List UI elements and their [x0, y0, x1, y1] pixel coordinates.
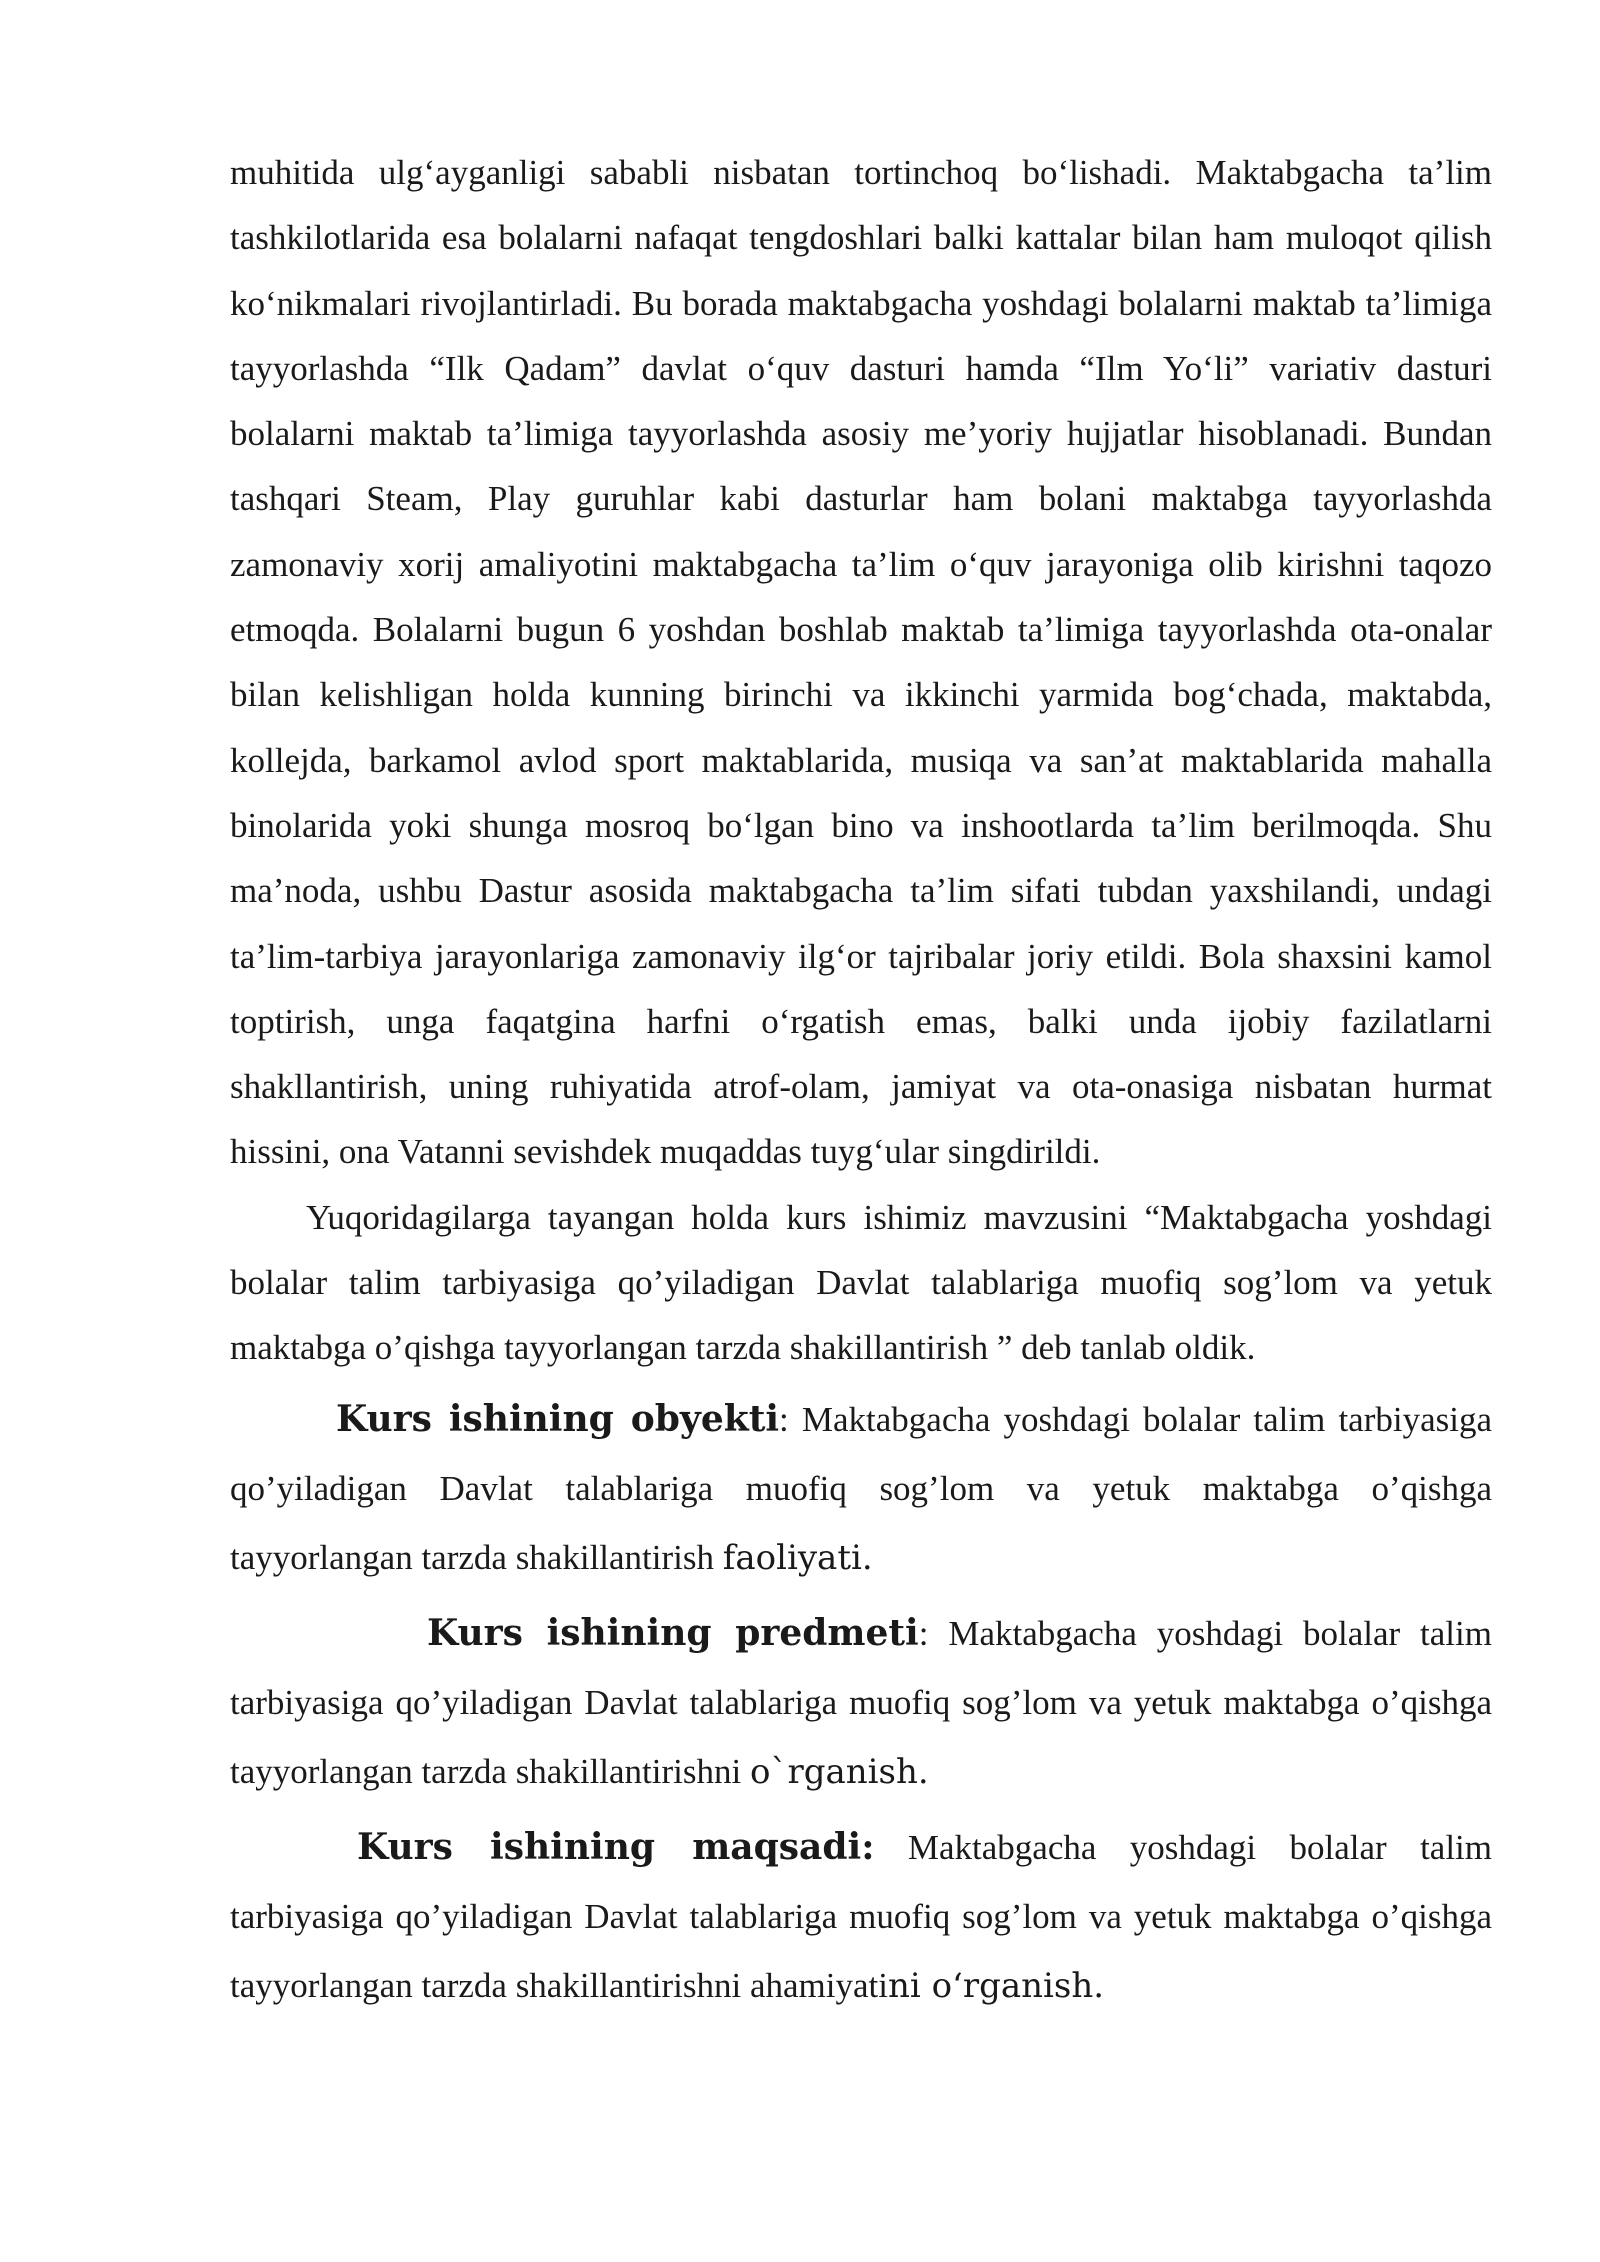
course-goal-term: Kurs ishining maqsadi: [357, 1825, 875, 1868]
course-subject-separator: : [918, 1613, 949, 1653]
course-subject-paragraph [230, 1599, 1492, 1807]
course-object-paragraph [230, 1385, 1492, 1593]
course-subject-term: Kurs ishining predmeti [427, 1611, 919, 1654]
course-object-separator: : [779, 1399, 802, 1439]
course-subject-text: Maktabgacha yoshdagi bolalar talim tarbiyasiga qo’yiladigan Davlat talablariga muofiq sog’lom va yetuk maktabga o’qishga tayyorlangan tarzda shakillantirishni [230, 1613, 1492, 1791]
course-object-tail: faoliyati. [722, 1537, 873, 1578]
course-object-text: Maktabgacha yoshdagi bolalar talim tarbiyasiga qo’yiladigan Davlat talablariga muofiq sog’lom va yetuk maktabga o’qishga tayyorlangan tarzda shakillantirish [230, 1399, 1492, 1577]
course-subject-tail: o`rganish. [749, 1751, 929, 1792]
document-page [230, 140, 1492, 2021]
course-goal-separator [875, 1828, 908, 1867]
course-goal-tail: ni o‘rganish. [887, 1965, 1105, 2006]
course-goal-text: Maktabgacha yoshdagi bolalar talim tarbiyasiga qo’yiladigan Davlat talablariga muofiq sog’lom va yetuk maktabga o’qishga tayyorlangan tarzda shakillantirishni ahamiyati [230, 1827, 1492, 2005]
topic-paragraph: Yuqoridagilarga tayangan holda kurs ishimiz mavzusini “Maktabgacha yoshdagi bolalar talim tarbiyasiga qo’yiladigan Davlat talablariga muofiq sog’lom va yetuk maktabga o’qishga tayyorlangan tarzda shakillantirish ” deb tanlab oldik. [230, 1197, 1492, 1368]
body-paragraph: muhitida ulg‘ayganligi sababli nisbatan tortinchoq bo‘lishadi. Maktabgacha ta’lim tashkilotlarida esa bolalarni nafaqat tengdoshlari balki kattalar bilan ham muloqot qilish ko‘nikmalari rivojlantirladi. Bu borada maktabgacha yoshdagi bolalarni maktab ta’limiga tayyorlashda “Ilk Qadam” davlat o‘quv dasturi hamda “Ilm Yo‘li” variativ dasturi bolalarni maktab ta’limiga tayyorlashda asosiy me’yoriy hujjatlar hisoblanadi. Bundan tashqari Steam, Play guruhlar kabi dasturlar ham bolani maktabga tayyorlashda zamonaviy xorij amaliyotini maktabgacha ta’lim o‘quv jarayoniga olib kirishni taqozo etmoqda. Bolalarni bugun 6 yoshdan boshlab maktab ta’limiga tayyorlashda ota-onalar bilan kelishligan holda kunning birinchi va ikkinchi yarmida bog‘chada, maktabda, kollejda, barkamol avlod sport maktablarida, musiqa va san’at maktablarida mahalla binolarida yoki shunga mosroq bo‘lgan bino va inshootlarda ta’lim berilmoqda. Shu ma’noda, ushbu Dastur asosida maktabgacha ta’lim sifati tubdan yaxshilandi, undagi ta’lim-tarbiya jarayonlariga zamonaviy ilg‘or tajribalar joriy etildi. Bola shaxsini kamol toptirish, unga faqatgina harfni o‘rgatish emas, balki unda ijobiy fazilatlarni shakllantirish, uning ruhiyatida atrof-olam, jamiyat va ota-onasiga nisbatan hurmat hissini, ona Vatanni sevishdek muqaddas tuyg‘ular singdirildi. [230, 153, 1492, 1172]
course-goal-paragraph [230, 1813, 1492, 2021]
course-object-term: Kurs ishining obyekti [336, 1397, 779, 1440]
